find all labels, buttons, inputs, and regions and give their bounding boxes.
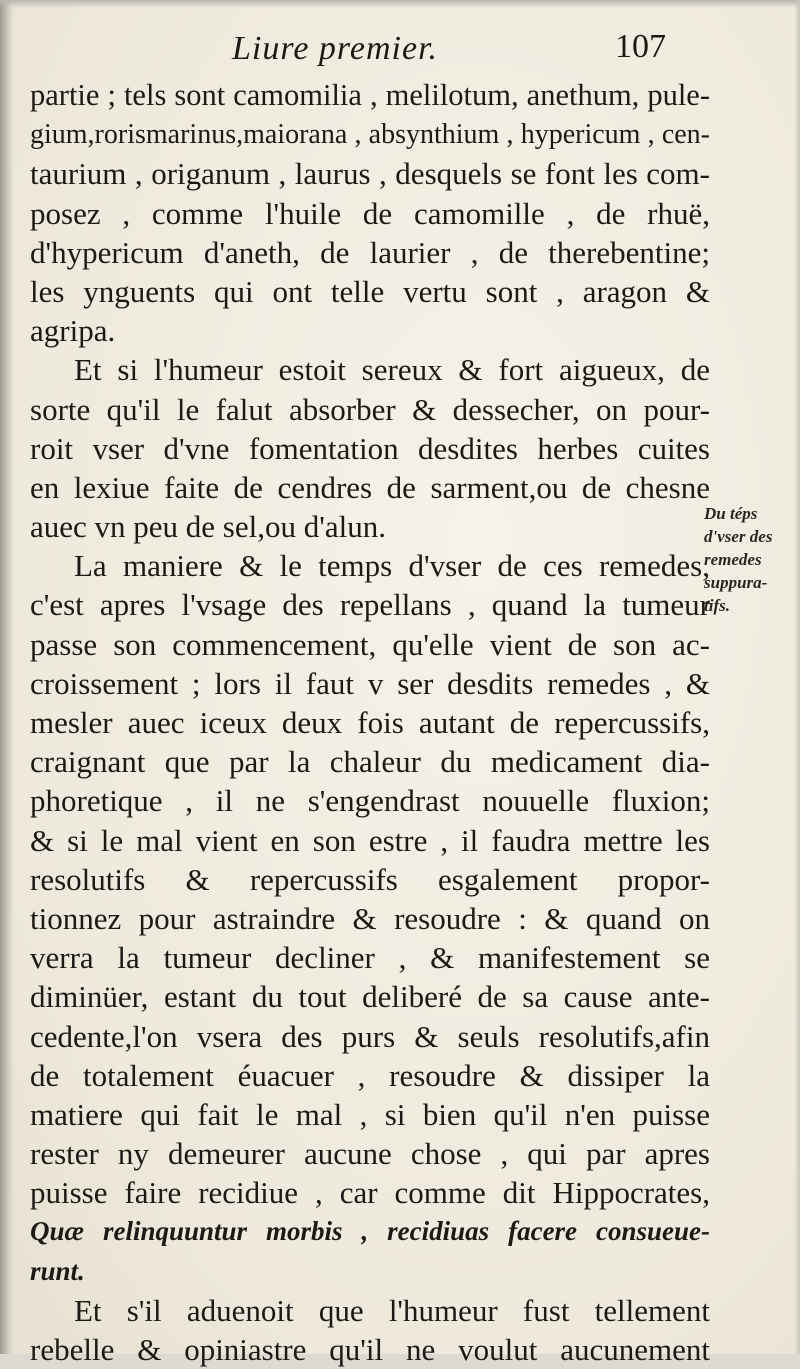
margin-note-line: remedes — [704, 550, 762, 569]
text-line: partie ; tels sont camomilia , melilotum, anethum, pule- — [30, 78, 710, 112]
text-line: & si le mal vient en son estre , il faudra mettre les — [30, 822, 710, 858]
text-line: c'est apres l'vsage des repellans , quand la tumeur — [30, 587, 710, 623]
text-line: mesler auec iceux deux fois autant de repercussifs, — [30, 705, 710, 740]
margin-note-line: d'vser des — [704, 527, 773, 546]
text-line: diminüer, estant du tout deliberé de sa cause ante- — [30, 979, 710, 1015]
text-line: de totalement éuacuer , resoudre & dissiper la — [30, 1057, 710, 1093]
margin-note-line: tifs. — [704, 596, 730, 615]
text-line: verra la tumeur decliner , & manifestement se — [30, 940, 710, 976]
text-line: gium,rorismarinus,maiorana , absynthium , hypericum , cen- — [30, 119, 710, 151]
text-line: puisse faire recidiue , car comme dit Hippocrates, — [30, 1175, 710, 1211]
text-line: matiere qui fait le mal , si bien qu'il n'en puisse — [30, 1096, 710, 1132]
text-line: craignant que par la chaleur du medicament dia- — [30, 744, 710, 780]
text-line: croissement ; lors il faut v ser desdits remedes , & — [30, 665, 710, 701]
page-header — [0, 22, 800, 72]
text-line: phoretique , il ne s'engendrast nouuelle fluxion; — [30, 783, 710, 819]
text-line: cedente,l'on vsera des purs & seuls resolutifs,afin — [30, 1018, 710, 1054]
margin-note-line: suppura- — [704, 573, 768, 592]
text-line: Quæ relinquuntur morbis , recidiuas facere consueue- — [30, 1216, 710, 1247]
text-line: resolutifs & repercussifs esgalement propor- — [30, 861, 710, 897]
text-line: Et si l'humeur estoit sereux & fort aigueux, de — [74, 352, 710, 388]
page-top-shadow — [0, 0, 800, 8]
text-line: tionnez pour astraindre & resoudre : & quand on — [30, 900, 710, 936]
margin-note — [704, 502, 796, 617]
body-text — [30, 76, 710, 1369]
text-line: runt. — [30, 1255, 85, 1286]
page-right-edge — [794, 0, 800, 1354]
text-line: rester ny demeurer aucune chose , qui par apres — [30, 1136, 710, 1172]
text-line: La maniere & le temps d'vser de ces remedes, — [74, 548, 710, 584]
text-line: rebelle & opiniastre qu'il ne voulut aucunement — [30, 1332, 710, 1367]
text-line: d'hypericum d'aneth, de laurier , de therebentine; — [30, 234, 710, 270]
running-title: Liure premier. — [232, 30, 439, 67]
text-line: agripa. — [30, 313, 116, 349]
text-line: en lexiue faite de cendres de sarment,ou de chesne — [30, 469, 710, 505]
text-line: passe son commencement, qu'elle vient de son ac- — [30, 626, 710, 662]
text-line: posez , comme l'huile de camomille , de rhuë, — [30, 195, 710, 231]
text-line: taurium , origanum , laurus , desquels se font les com- — [30, 156, 710, 192]
text-line: sorte qu'il le falut absorber & dessecher, on pour- — [30, 391, 710, 427]
margin-note-line: Du téps — [704, 504, 758, 523]
text-line: roit vser d'vne fomentation desdites herbes cuites — [30, 430, 710, 466]
page-binding-shadow — [0, 0, 14, 1354]
text-line: les ynguents qui ont telle vertu sont , aragon & — [30, 273, 710, 309]
text-line: Et s'il aduenoit que l'humeur fust tellement — [74, 1292, 710, 1328]
text-line: auec vn peu de sel,ou d'alun. — [30, 509, 386, 545]
page-number: 107 — [615, 28, 666, 65]
